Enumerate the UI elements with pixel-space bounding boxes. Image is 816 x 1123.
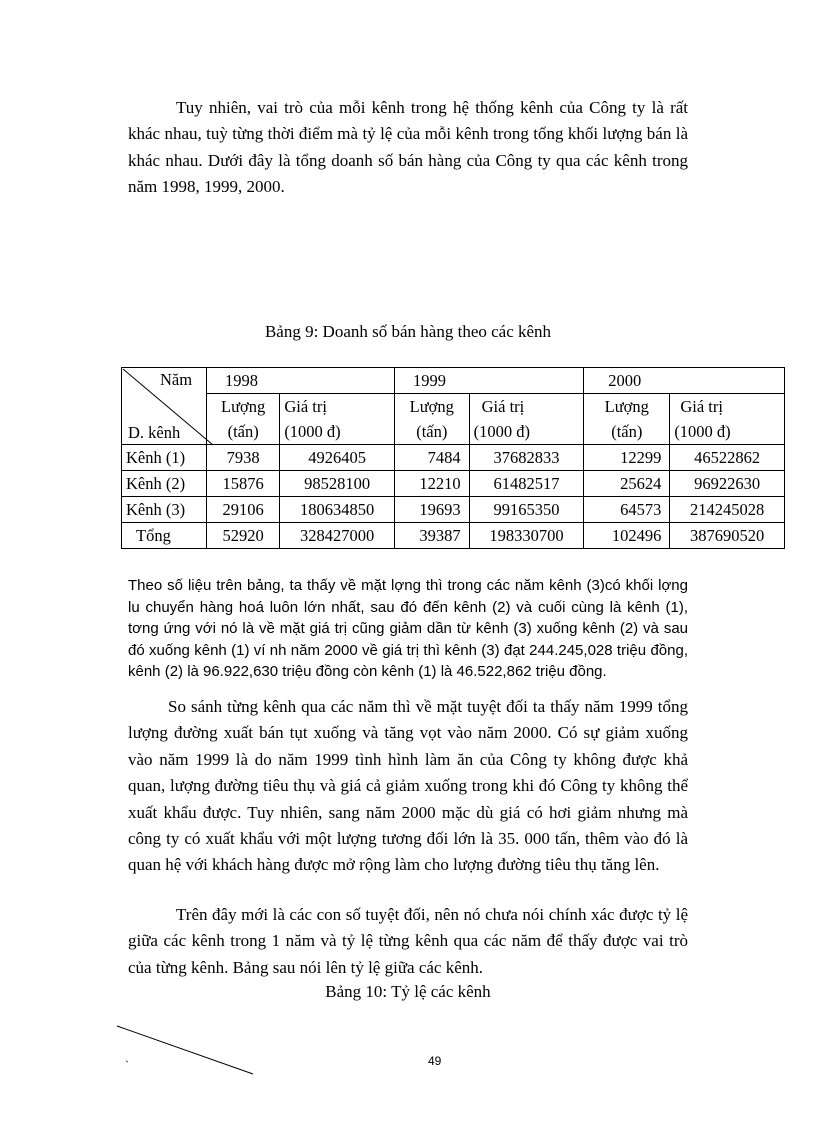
table10-caption: Bảng 10: Tỷ lệ các kênh: [325, 982, 491, 1001]
cell-val-1999: 37682833: [469, 445, 584, 471]
year-1998: 1998: [225, 370, 258, 390]
val-header-2000: Giá trị: [670, 394, 785, 420]
cell-qty-1999: 7484: [394, 445, 469, 471]
cell-qty-1999: 12210: [394, 471, 469, 497]
cell-val-1999: 61482517: [469, 471, 584, 497]
qty-header-1999: Lượng: [394, 394, 469, 420]
row-label: Tổng: [122, 523, 207, 549]
cell-val-1998: 328427000: [280, 523, 395, 549]
table9-caption: Bảng 9: Doanh số bán hàng theo các kênh: [264, 322, 552, 341]
val-header-1999: Giá trị: [469, 394, 584, 420]
cell-qty-1999: 39387: [394, 523, 469, 549]
val-unit-1998: (1000 đ): [280, 419, 395, 445]
cell-qty-2000: 12299: [584, 445, 670, 471]
page-number: 49: [428, 1054, 442, 1068]
cell-qty-2000: 64573: [584, 497, 670, 523]
comparison-paragraph-text: So sánh từng kênh qua các năm thì về mặt tuyệt đối ta thấy năm 1999 tổng lượng đường xuất bán tụt xuống và tăng vọt vào năm 2000. Có sự giảm xuống vào năm 1999 là do năm 1999 tình hình làm ăn của Công ty không được khả quan, lượng đường tiêu thụ và giá cả giảm xuống trong khi đó Công ty không thể xuất khẩu được. Tuy nhiên, sang năm 2000 mặc dù giá có hơi giảm nhưng mà công ty có xuất khẩu với một lượng tương đối lớn là 35. 000 tấn, thêm vào đó là quan hệ với khách hàng được mở rộng làm cho lượng đường tiêu thụ tăng lên.: [128, 697, 688, 875]
val-unit-2000: (1000 đ): [670, 419, 785, 445]
cell-val-1998: 4926405: [280, 445, 395, 471]
qty-unit-1999: (tấn): [394, 419, 469, 445]
cell-val-2000: 96922630: [670, 471, 785, 497]
qty-header-2000: Lượng: [584, 394, 670, 420]
absolute-figures-paragraph-text: Trên đây mới là các con số tuyệt đối, nên nó chưa nói chính xác được tỷ lệ giữa các kênh trong 1 năm và tỷ lệ từng kênh qua các năm để thấy được vai trò của từng kênh. Bảng sau nói lên tỷ lệ giữa các kênh.: [128, 905, 688, 977]
corner-year-label: Năm: [160, 370, 193, 389]
cell-val-2000: 214245028: [670, 497, 785, 523]
stray-mark: `: [125, 1058, 129, 1072]
cell-val-2000: 46522862: [670, 445, 785, 471]
row-label: Kênh (3): [122, 497, 207, 523]
row-label: Kênh (1): [122, 445, 207, 471]
cell-qty-1999: 19693: [394, 497, 469, 523]
cell-val-1999: 99165350: [469, 497, 584, 523]
cell-qty-1998: 7938: [207, 445, 280, 471]
val-unit-1999: (1000 đ): [469, 419, 584, 445]
val-header-1998: Giá trị: [280, 394, 395, 420]
cell-qty-1998: 15876: [207, 471, 280, 497]
year-1999: 1999: [412, 370, 446, 390]
qty-unit-1998: (tấn): [207, 419, 280, 445]
cell-qty-1998: 52920: [207, 523, 280, 549]
intro-paragraph-text: Tuy nhiên, vai trò của mỗi kênh trong hệ thống kênh của Công ty là rất khác nhau, tuỳ từng thời điểm mà tỷ lệ của mỗi kênh trong tổng khối lượng bán là khác nhau. Dưới đây là tổng doanh số bán hàng của Công ty qua các kênh trong năm 1998, 1999, 2000.: [128, 98, 688, 197]
row-label: Kênh (2): [122, 471, 207, 497]
cell-val-1999: 198330700: [469, 523, 584, 549]
cell-qty-2000: 25624: [584, 471, 670, 497]
analysis-paragraph-text: Theo số liệu trên bảng, ta thấy về mặt lợng thì trong các năm kênh (3)có khối lợng lu chuyển hàng hoá luôn lớn nhất, sau đó đến kênh (2) và cuối cùng là kênh (1), tơng ứng với nó là về mặt giá trị cũng giảm dần từ kênh (3) xuống kênh (2) và sau đó xuống kênh (1) ví nh năm 2000 về giá trị thì kênh (3) đạt 244.245,028 triệu đồng, kênh (2) là 96.922,630 triệu đồng còn kênh (1) là 46.522,862 triệu đồng.: [128, 577, 688, 680]
qty-unit-2000: (tấn): [584, 419, 670, 445]
year-2000: 2000: [608, 370, 642, 390]
cell-qty-1998: 29106: [207, 497, 280, 523]
qty-header-1998: Lượng: [207, 394, 280, 420]
cell-val-1998: 180634850: [280, 497, 395, 523]
cell-val-2000: 387690520: [670, 523, 785, 549]
cell-val-1998: 98528100: [280, 471, 395, 497]
cell-qty-2000: 102496: [584, 523, 670, 549]
corner-channel-label: D. kênh: [128, 423, 181, 442]
